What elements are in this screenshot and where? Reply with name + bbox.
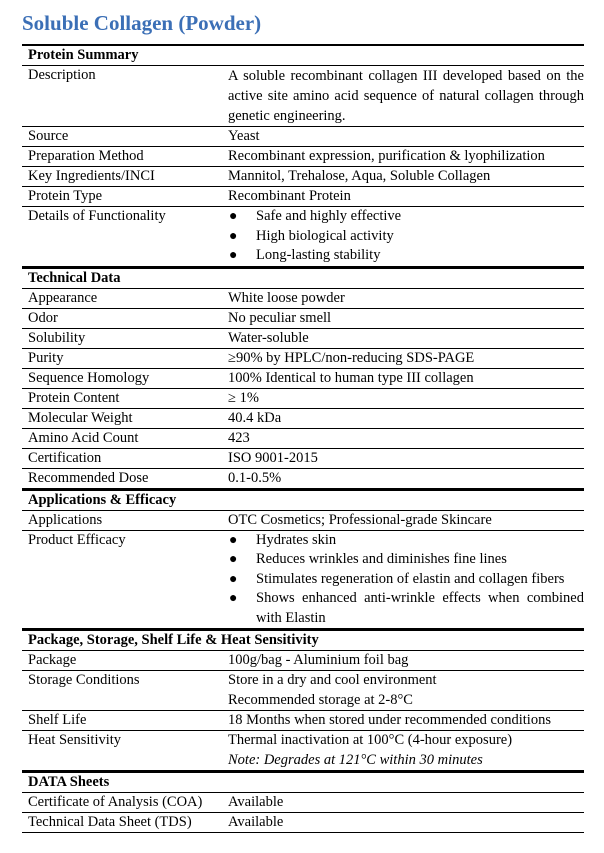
- protein-type-value: Recombinant Protein: [228, 188, 351, 204]
- list-item: ● Long-lasting stability: [228, 246, 584, 266]
- ingredients-value: Mannitol, Trehalose, Aqua, Soluble Collagen: [228, 168, 491, 184]
- source-value: Yeast: [228, 128, 260, 144]
- row-heat-sensitivity: [22, 731, 584, 771]
- list-item: ● Reduces wrinkles and diminishes fine lines: [228, 550, 584, 570]
- table-row: Purity ≥90% by HPLC/non-reducing SDS-PAGE: [22, 349, 584, 369]
- applications-label: Applications: [28, 511, 103, 528]
- table-row: Certification ISO 9001-2015: [22, 449, 584, 469]
- row-package: [22, 651, 584, 671]
- section-header-technical-data: Technical Data: [22, 267, 584, 289]
- table-row: Molecular Weight 40.4 kDa: [22, 409, 584, 429]
- storage-line-1: Store in a dry and cool environment: [228, 672, 437, 688]
- heat-line-1: Thermal inactivation at 100°C (4-hour exposure): [228, 732, 513, 748]
- shelf-life-label: Shelf Life: [28, 712, 87, 728]
- row-key-ingredients: [22, 167, 584, 187]
- applications-value: OTC Cosmetics; Professional-grade Skincare: [228, 511, 492, 528]
- ingredients-label: Key Ingredients/INCI: [28, 168, 155, 184]
- efficacy-label: Product Efficacy: [28, 531, 126, 548]
- row-source: [22, 127, 584, 147]
- table-row: Recommended Dose 0.1-0.5%: [22, 469, 584, 489]
- description-label: Description: [28, 67, 96, 83]
- package-value: 100g/bag - Aluminium foil bag: [228, 652, 409, 668]
- bullet-icon: ●: [229, 552, 238, 567]
- functionality-list: [228, 207, 584, 266]
- preparation-label: Preparation Method: [28, 148, 144, 164]
- table-row: Appearance White loose powder: [22, 289, 584, 309]
- list-item: ● Hydrates skin: [228, 531, 584, 551]
- row-functionality: [22, 207, 584, 267]
- row-product-efficacy: [22, 531, 584, 630]
- row-description: [22, 66, 584, 127]
- table-row: Protein Content ≥ 1%: [22, 389, 584, 409]
- list-item: ● Shows enhanced anti-wrinkle effects when combined with Elastin: [229, 590, 584, 626]
- row-coa: [22, 793, 584, 813]
- spec-sheet: [22, 44, 584, 833]
- efficacy-list: [228, 531, 584, 629]
- page-title: Soluble Collagen (Powder): [22, 11, 262, 35]
- heat-note: Note: Degrades at 121°C within 30 minutes: [228, 751, 483, 768]
- table-row: Amino Acid Count 423: [22, 429, 584, 449]
- protein-type-label: Protein Type: [28, 188, 103, 204]
- row-storage-conditions: [22, 671, 584, 711]
- description-value: A soluble recombinant collagen III developed based on the active site amino acid sequence of natural collagen through genetic engineering.: [228, 68, 584, 124]
- row-applications: [22, 511, 584, 531]
- row-protein-type: [22, 187, 584, 207]
- row-tds: [22, 813, 584, 833]
- bullet-icon: ●: [229, 532, 238, 548]
- section-header-applications: Applications & Efficacy: [22, 489, 584, 511]
- bullet-icon: ●: [229, 591, 238, 606]
- table-row: Odor No peculiar smell: [22, 309, 584, 329]
- storage-line-2: Recommended storage at 2-8°C: [228, 691, 413, 708]
- row-preparation-method: [22, 147, 584, 167]
- shelf-life-value: 18 Months when stored under recommended conditions: [228, 712, 551, 728]
- section-header-package: Package, Storage, Shelf Life & Heat Sensitivity: [22, 629, 584, 651]
- storage-label: Storage Conditions: [28, 672, 140, 688]
- bullet-icon: ●: [229, 228, 238, 244]
- coa-label: Certificate of Analysis (COA): [28, 794, 203, 810]
- source-label: Source: [28, 128, 69, 144]
- bullet-icon: ●: [229, 209, 238, 224]
- package-label: Package: [28, 652, 77, 668]
- functionality-label: Details of Functionality: [28, 208, 166, 224]
- section-header-protein-summary: Protein Summary: [22, 44, 584, 66]
- list-item: ● Stimulates regeneration of elastin and collagen fibers: [228, 570, 584, 590]
- list-item: ● Safe and highly effective: [228, 207, 584, 227]
- list-item: ● High biological activity: [228, 227, 584, 247]
- coa-value: Available: [228, 794, 284, 810]
- tds-value: Available: [228, 814, 284, 830]
- bullet-icon: ●: [229, 248, 238, 263]
- bullet-icon: ●: [229, 571, 238, 587]
- table-row: Sequence Homology 100% Identical to human type III collagen: [22, 369, 584, 389]
- tds-label: Technical Data Sheet (TDS): [28, 814, 192, 830]
- row-shelf-life: [22, 711, 584, 731]
- table-row: Solubility Water-soluble: [22, 329, 584, 349]
- section-header-data-sheets: DATA Sheets: [22, 771, 584, 793]
- heat-label: Heat Sensitivity: [28, 732, 122, 748]
- preparation-value: Recombinant expression, purification & lyophilization: [228, 148, 545, 164]
